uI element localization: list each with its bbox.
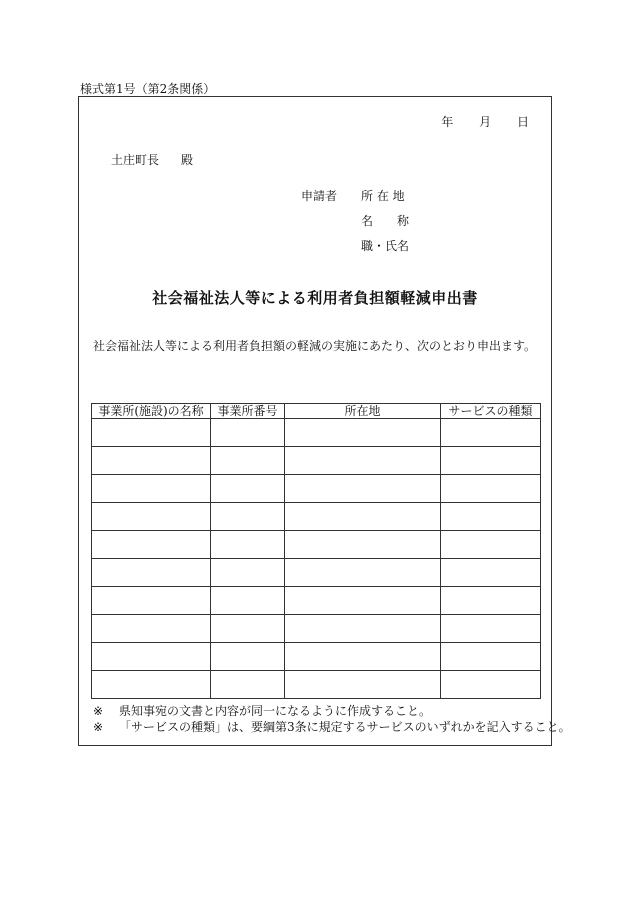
cell-location[interactable] (285, 447, 441, 475)
date-month-label: 月 (479, 115, 492, 129)
applicant-title-name-label: 職・氏名 (361, 239, 410, 253)
cell-office-number[interactable] (211, 671, 285, 699)
table-row (92, 475, 541, 503)
cell-service-type[interactable] (441, 531, 541, 559)
facility-table-body (92, 419, 541, 699)
cell-office-number[interactable] (211, 559, 285, 587)
cell-facility-name[interactable] (92, 615, 211, 643)
cell-facility-name[interactable] (92, 671, 211, 699)
table-row (92, 615, 541, 643)
cell-service-type[interactable] (441, 643, 541, 671)
note-2-mark: ※ (93, 720, 104, 734)
header-location: 所在地 (285, 404, 441, 419)
applicant-label: 申請者 (301, 189, 338, 203)
note-2-text: 「サービスの種類」は、要綱第3条に規定するサービスのいずれかを記入すること。 (119, 720, 571, 734)
table-row (92, 671, 541, 699)
cell-facility-name[interactable] (92, 559, 211, 587)
cell-office-number[interactable] (211, 447, 285, 475)
cell-office-number[interactable] (211, 475, 285, 503)
cell-service-type[interactable] (441, 615, 541, 643)
table-row (92, 559, 541, 587)
cell-facility-name[interactable] (92, 587, 211, 615)
note-1-mark: ※ (93, 704, 104, 718)
table-row (92, 447, 541, 475)
cell-service-type[interactable] (441, 475, 541, 503)
cell-location[interactable] (285, 531, 441, 559)
date-year-label: 年 (441, 115, 454, 129)
cell-location[interactable] (285, 587, 441, 615)
cell-facility-name[interactable] (92, 503, 211, 531)
cell-service-type[interactable] (441, 419, 541, 447)
date-day-label: 日 (516, 115, 529, 129)
cell-service-type[interactable] (441, 587, 541, 615)
cell-office-number[interactable] (211, 531, 285, 559)
notes (93, 703, 571, 735)
header-office-number: 事業所番号 (211, 404, 285, 419)
note-2 (93, 719, 571, 735)
header-service-type: サービスの種類 (441, 404, 541, 419)
cell-office-number[interactable] (211, 587, 285, 615)
cell-office-number[interactable] (211, 419, 285, 447)
cell-location[interactable] (285, 643, 441, 671)
cell-facility-name[interactable] (92, 447, 211, 475)
table-row (92, 587, 541, 615)
cell-facility-name[interactable] (92, 419, 211, 447)
table-row (92, 531, 541, 559)
cell-service-type[interactable] (441, 503, 541, 531)
table-row (92, 643, 541, 671)
application-form-frame (78, 96, 571, 746)
table-header-row (92, 404, 541, 419)
applicant-name-label: 名 称 (361, 214, 410, 228)
cell-office-number[interactable] (211, 503, 285, 531)
cell-service-type[interactable] (441, 671, 541, 699)
cell-location[interactable] (285, 475, 441, 503)
cell-location[interactable] (285, 671, 441, 699)
table-row (92, 419, 541, 447)
cell-location[interactable] (285, 559, 441, 587)
addressee (111, 151, 193, 168)
note-1 (93, 703, 571, 719)
date-line (441, 113, 529, 130)
cell-office-number[interactable] (211, 643, 285, 671)
cell-facility-name[interactable] (92, 643, 211, 671)
cell-service-type[interactable] (441, 447, 541, 475)
addressee-name: 土庄町長 (111, 153, 160, 167)
cell-location[interactable] (285, 503, 441, 531)
statement-text: 社会福祉法人等による利用者負担額の軽減の実施にあたり、次のとおり申出ます。 (93, 339, 537, 353)
addressee-honorific: 殿 (181, 153, 194, 167)
table-row (92, 503, 541, 531)
header-facility-name: 事業所(施設)の名称 (92, 404, 211, 419)
cell-facility-name[interactable] (92, 531, 211, 559)
facility-table (91, 403, 541, 699)
form-number-label: 様式第1号（第2条関係） (80, 82, 216, 96)
cell-location[interactable] (285, 615, 441, 643)
note-1-text: 県知事宛の文書と内容が同一になるように作成すること。 (119, 704, 432, 718)
document-title: 社会福祉法人等による利用者負担額軽減申出書 (152, 289, 478, 307)
cell-service-type[interactable] (441, 559, 541, 587)
cell-office-number[interactable] (211, 615, 285, 643)
cell-facility-name[interactable] (92, 475, 211, 503)
cell-location[interactable] (285, 419, 441, 447)
applicant-address-label: 所 在 地 (361, 189, 405, 203)
